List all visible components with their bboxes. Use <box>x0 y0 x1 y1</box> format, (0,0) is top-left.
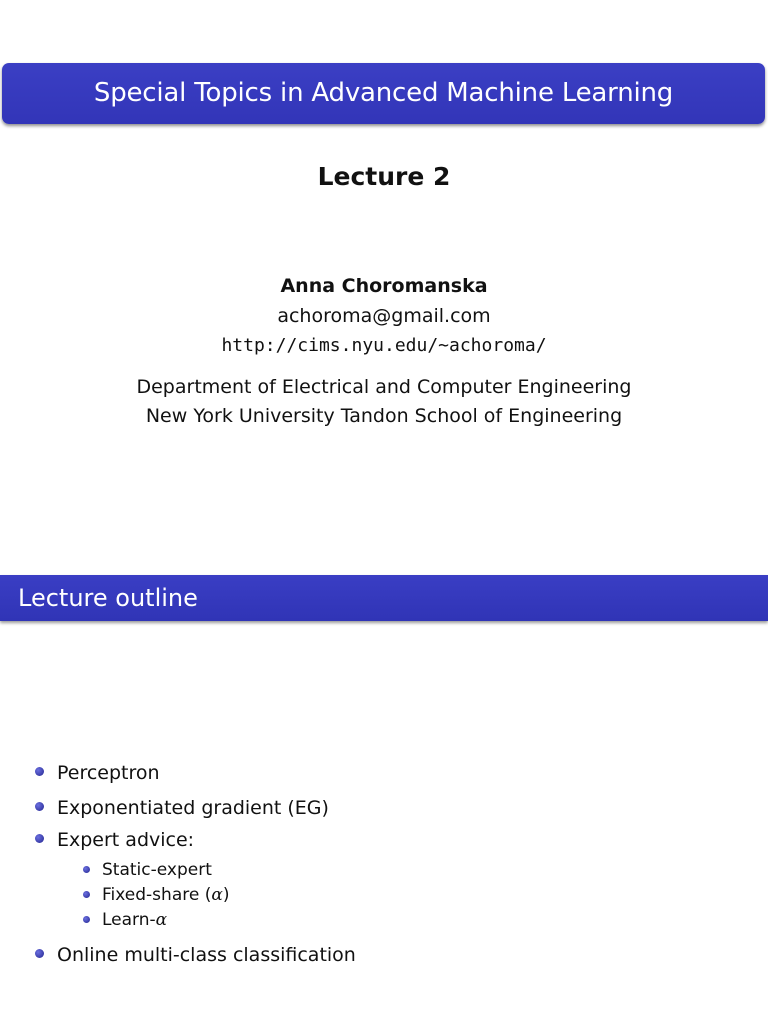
list-item-label: Perceptron <box>57 762 160 784</box>
course-title-bar <box>2 63 765 124</box>
course-title: Special Topics in Advanced Machine Learning <box>93 78 674 108</box>
outline-heading: Lecture outline <box>18 584 198 612</box>
sub-item-label: Static-expert <box>102 860 212 880</box>
list-item <box>35 829 194 851</box>
institution: New York University Tandon School of Engineering <box>145 405 623 427</box>
sub-item-label: ) <box>222 885 230 905</box>
sub-bullet-icon <box>83 866 90 873</box>
author-url: http://cims.nyu.edu/~achoroma/ <box>221 335 547 356</box>
bullet-icon <box>35 802 44 811</box>
sub-item-label: Fixed-share ( <box>102 885 212 905</box>
author-name: Anna Choromanska <box>280 275 488 297</box>
sub-bullet-icon <box>83 916 90 923</box>
alpha-symbol: α <box>211 885 223 905</box>
list-item <box>35 762 160 784</box>
sub-item-label: Learn- <box>102 910 156 930</box>
bullet-icon <box>35 767 44 776</box>
list-item-label: Online multi-class classification <box>57 944 356 966</box>
author-email: achoroma@gmail.com <box>277 305 491 327</box>
alpha-symbol: α <box>155 910 168 930</box>
sub-bullet-icon <box>83 891 90 898</box>
sub-list-item <box>83 885 229 905</box>
lecture-number: Lecture 2 <box>317 162 451 191</box>
outline-heading-bar <box>0 575 768 621</box>
department: Department of Electrical and Computer Engineering <box>136 376 632 398</box>
list-item <box>35 797 329 819</box>
sub-list-item <box>83 910 167 930</box>
list-item-label: Exponentiated gradient (EG) <box>57 797 329 819</box>
bullet-icon <box>35 834 44 843</box>
list-item <box>35 944 356 966</box>
sub-list-item <box>83 860 212 880</box>
bullet-icon <box>35 949 44 958</box>
list-item-label: Expert advice: <box>57 829 195 851</box>
